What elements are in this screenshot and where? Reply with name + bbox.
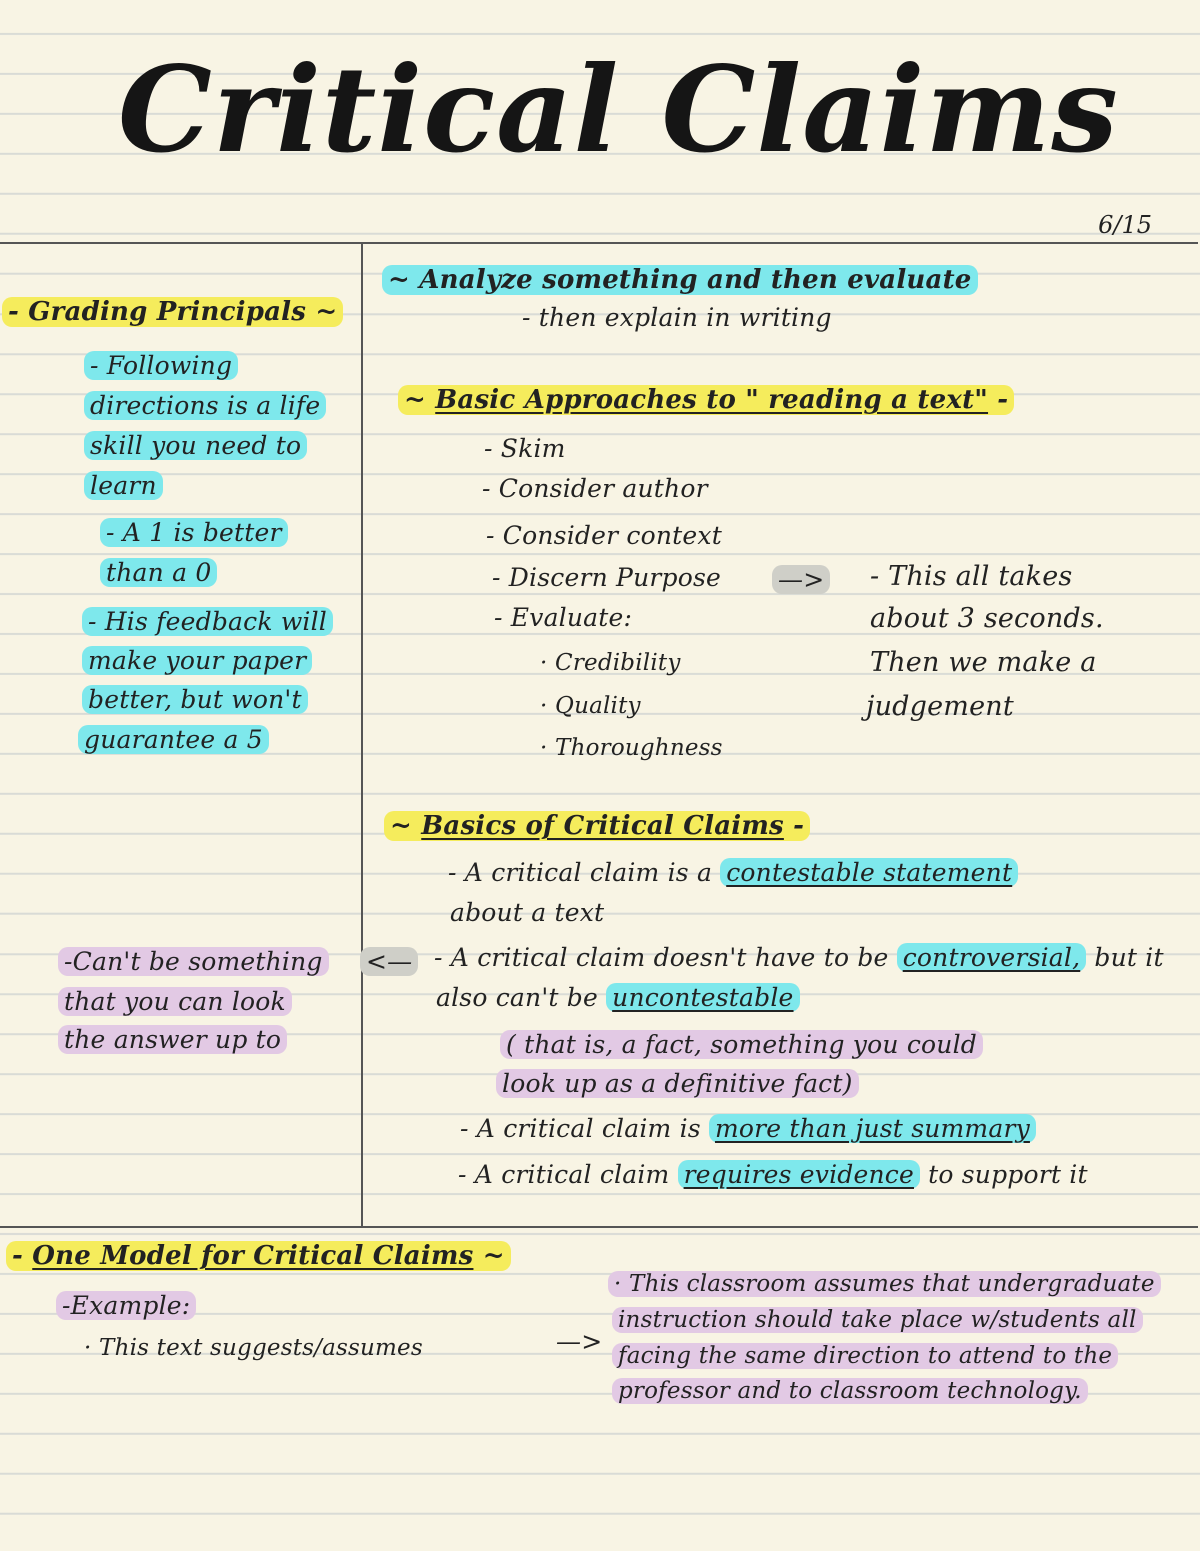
model-heading: - One Model for Critical Claims ~ <box>6 1240 511 1272</box>
list-item: - Skim <box>484 434 566 463</box>
claim-3: - A critical claim is more than just summary <box>460 1113 1036 1145</box>
analyze-sub: - then explain in writing <box>522 303 832 332</box>
list-item: - Consider author <box>482 474 708 503</box>
column-divider <box>361 243 363 1228</box>
list-item: · Credibility <box>540 650 681 676</box>
claim-2-paren-2: look up as a definitive fact) <box>496 1068 859 1100</box>
list-item: - Consider context <box>486 521 722 550</box>
list-item: - Evaluate: <box>494 603 633 632</box>
claim-4: - A critical claim requires evidence to support it <box>458 1160 1088 1189</box>
claim-1: - A critical claim is a contestable statement <box>448 857 1018 889</box>
date: 6/15 <box>1098 211 1152 239</box>
page-title: Critical Claims <box>118 40 1119 179</box>
claim-1-line-2: about a text <box>450 898 605 927</box>
arrow-left: <— <box>360 946 418 978</box>
list-item: - Discern Purpose <box>492 563 722 592</box>
list-item: · Thoroughness <box>540 735 723 761</box>
model-example-text: · This text suggests/assumes <box>84 1335 423 1361</box>
model-arrow: —> <box>556 1327 603 1356</box>
arrow-right: —> <box>772 564 830 596</box>
approaches-heading: ~ Basic Approaches to " reading a text" - <box>398 384 1014 416</box>
claim-2-line-2: also can't be uncontestable <box>436 982 800 1014</box>
list-item: · Quality <box>540 693 641 719</box>
analyze-heading: ~ Analyze something and then evaluate <box>382 264 978 296</box>
header-divider <box>0 242 1198 244</box>
model-example-label: -Example: <box>56 1290 196 1322</box>
section-divider <box>0 1226 1198 1228</box>
claim-2-paren-1: ( that is, a fact, something you could <box>500 1029 983 1061</box>
grading-principals-heading: - Grading Principals ~ <box>2 296 343 328</box>
claim-2: - A critical claim doesn't have to be controversial, but it <box>434 943 1164 972</box>
basics-heading: ~ Basics of Critical Claims - <box>384 810 810 842</box>
